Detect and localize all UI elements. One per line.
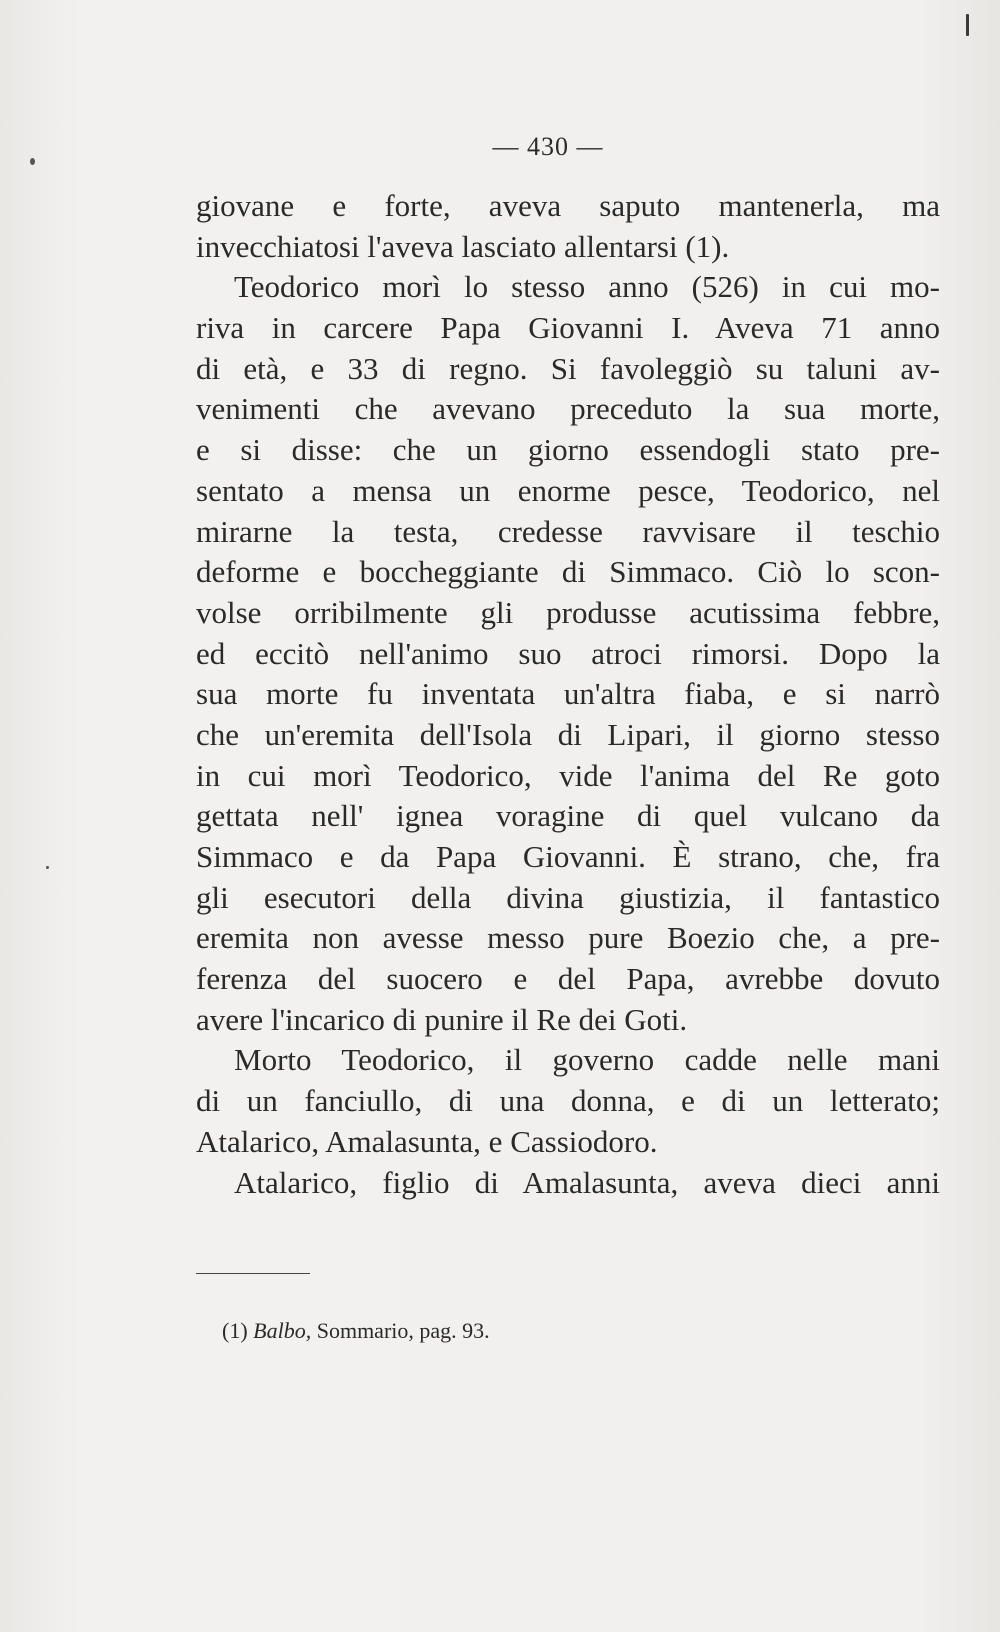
text-line: volse orribilmente gli produsse acutissima febbre, [196,594,940,630]
ink-speck [46,866,49,869]
text-line: Simmaco e da Papa Giovanni. È strano, che, fra [196,839,940,874]
footnote [222,1318,490,1344]
text-line: Teodorico morì lo stesso anno (526) in cui mo- [234,269,940,305]
text-line: ed eccitò nell'animo suo atroci rimorsi. Dopo la [196,635,940,671]
text-line: e si disse: che un giorno essendogli stato pre- [196,432,940,468]
text-line: Morto Teodorico, il governo cadde nelle mani [234,1042,940,1078]
page-number: — 430 — [492,132,604,161]
text-line: gli esecutori della divina giustizia, il fantastico [196,879,940,915]
footnote-marker: (1) [222,1318,248,1343]
text-line: in cui morì Teodorico, vide l'anima del Re goto [196,757,940,793]
footnote-divider [196,1273,310,1274]
text-line: eremita non avesse messo pure Boezio che, a pre- [196,920,940,956]
text-line: Atalarico, Amalasunta, e Cassiodoro. [196,1123,658,1159]
text-line: sentato a mensa un enorme pesce, Teodorico, nel [196,472,940,508]
text-line: deforme e boccheggiante di Simmaco. Ciò lo scon- [196,554,940,590]
text-line: gettata nell' ignea voragine di quel vulcano da [196,798,940,834]
text-line: mirarne la testa, credesse ravvisare il teschio [196,513,940,549]
text-line: che un'eremita dell'Isola di Lipari, il giorno stesso [196,716,940,752]
footnote-reference: Sommario, pag. 93. [316,1318,490,1343]
text-line: riva in carcere Papa Giovanni I. Aveva 71 anno [196,310,940,346]
text-line: avere l'incarico di punire il Re dei Goti. [196,1001,688,1037]
text-line: venimenti che avevano preceduto la sua morte, [196,391,940,427]
text-line: Atalarico, figlio di Amalasunta, aveva dieci anni [234,1164,940,1200]
text-line: ferenza del suocero e del Papa, avrebbe dovuto [196,961,940,997]
text-line: invecchiatosi l'aveva lasciato allentarsi (1). [196,228,730,264]
text-line: di età, e 33 di regno. Si favoleggiò su taluni av- [196,350,940,386]
body-text [196,186,940,1203]
footnote-author: Balbo, [253,1318,312,1343]
text-line: sua morte fu inventata un'altra fiaba, e si narrò [196,676,940,712]
ink-speck [966,14,969,36]
text-line: giovane e forte, aveva saputo mantenerla, ma [196,188,940,223]
text-line: di un fanciullo, di una donna, e di un letterato; [196,1083,940,1119]
